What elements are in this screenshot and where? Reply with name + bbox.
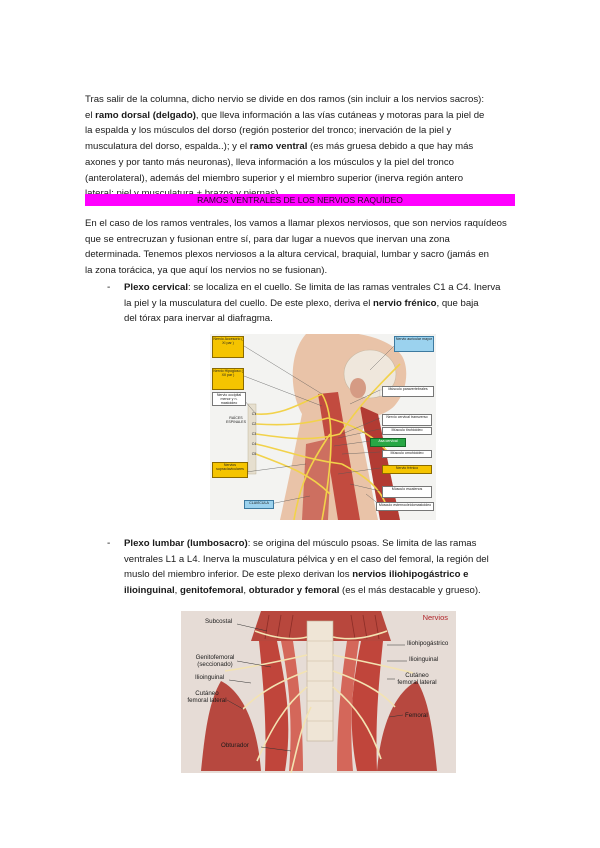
nervio-frenico-term: nervio frénico xyxy=(373,297,437,309)
cervical-title: Plexo cervical xyxy=(124,282,189,293)
label-c1: C1 xyxy=(251,412,257,416)
label-tirohioideo: Músculo tirohioideo xyxy=(382,427,432,435)
cervical-text: , que baja xyxy=(436,297,479,309)
lumbar-line-3 xyxy=(124,567,515,583)
label-cutaneo-femoral-left: Cutáneo femoral lateral xyxy=(187,690,227,704)
nervios-term: nervios iliohipogástrico e xyxy=(352,569,469,581)
intro-line-5: axones y por tanto más neuronas), lleva información a los músculos y la piel del tronco xyxy=(85,156,455,168)
lumbar-text: (es el más destacable y grueso). xyxy=(339,585,481,597)
label-genitofemoral: Genitofemoral (seccionado) xyxy=(195,654,235,668)
lumbar-line-1 xyxy=(124,536,515,552)
cervical-plexus-figure xyxy=(210,334,436,520)
intro-line-1: Tras salir de la columna, dicho nervio se divide en dos ramos (sin incluir a los nervios sacros): xyxy=(85,94,485,105)
cervical-line-3: del tórax para inervar al diafragma. xyxy=(124,313,273,325)
label-ilioinguinal-right: Ilioinguinal xyxy=(409,656,439,663)
label-nervio-hipogloso: Nervio Hipogloso ( XII par ) xyxy=(212,368,244,390)
label-iliohipogastrico: Iliohipogástrico xyxy=(407,640,449,647)
intro-line-4 xyxy=(85,139,515,155)
label-supraclaviculares: Nervios supraclaviculares xyxy=(212,462,248,478)
list-bullet: - xyxy=(107,538,111,549)
label-esternocleidomastoideo: Músculo esternocleidomastoideo xyxy=(376,502,434,511)
intro-paragraph xyxy=(85,92,515,202)
label-c5: C5 xyxy=(251,452,257,456)
nervios-header: Nervios xyxy=(422,613,448,622)
label-cervical-transverso: Nervio cervical transverso xyxy=(382,414,432,426)
intro-text: musculatura del dorso, espalda..); y el xyxy=(85,141,250,153)
label-clavicula: CLAVÍCULA xyxy=(244,500,274,509)
label-paravertebrales: Músculo paravertebrales xyxy=(382,386,434,397)
lumbar-line-2: ventrales L1 a L4. Inerva la musculatura pélvica y en el caso del femoral, la región del xyxy=(124,553,489,565)
cervical-text: : se localiza en el cuello. Se limita de las ramas ventrales C1 a C4. Inerva xyxy=(188,282,501,293)
ramo-dorsal-term: ramo dorsal (delgado) xyxy=(95,109,196,121)
label-obturador: Obturador xyxy=(221,742,249,749)
lumbar-plexus-figure xyxy=(181,611,456,773)
lumbar-line-4 xyxy=(124,583,515,599)
plexos-line-2: que se entrecruzan y fusionan entre sí, para dar lugar a nuevos que inervan una zona xyxy=(85,233,450,245)
intro-text: (es más gruesa debido a que hay más xyxy=(307,141,474,153)
intro-line-2 xyxy=(85,108,515,124)
label-asa-cervical: Asa cervical xyxy=(370,438,406,447)
plexos-line-1: En el caso de los ramos ventrales, los vamos a llamar plexos nerviosos, que son nervios raquídeos xyxy=(85,218,507,229)
plexos-line-4: la zona torácica, ya que aquí los nervios no se fusionan). xyxy=(85,265,328,277)
label-c4: C4 xyxy=(251,442,257,446)
obturador-femoral-term: obturador y femoral xyxy=(248,585,340,597)
label-ilioinguinal-left: Ilioinguinal xyxy=(195,674,225,681)
ramo-ventral-term: ramo ventral xyxy=(249,141,308,153)
cervical-item xyxy=(124,280,515,327)
list-bullet: - xyxy=(107,282,111,293)
intro-text: el xyxy=(85,109,96,121)
label-subcostal: Subcostal xyxy=(205,618,233,625)
label-nervio-occipital: Nervio occipital menor y n. mastoideo xyxy=(212,392,246,406)
plexos-paragraph xyxy=(85,216,515,279)
intro-text: , que lleva información a las vías cutáneas y motoras para la piel de xyxy=(195,109,485,121)
genitofemoral-term: genitofemoral xyxy=(179,585,244,597)
cervical-line-1 xyxy=(124,280,515,296)
lumbar-item xyxy=(124,536,515,599)
lumbar-text: , xyxy=(243,585,249,597)
lumbar-text: muslo del miembro inferior. De este plexo derivan los xyxy=(124,569,353,581)
lumbar-title: Plexo lumbar (lumbosacro) xyxy=(124,538,248,549)
lumbar-text: : se origina del músculo psoas. Se limita de las ramas xyxy=(247,538,477,549)
intro-line-6: (anterolateral), además del miembro superior y el miembro superior (inerva región antero xyxy=(85,172,464,184)
label-nervio-frenico: Nervio frénico xyxy=(382,465,432,474)
label-c2: C2 xyxy=(251,422,257,426)
cervical-text: la piel y la musculatura del cuello. De este plexo, deriva el xyxy=(124,297,374,309)
label-cutaneo-femoral-right: Cutáneo femoral lateral xyxy=(397,672,437,686)
label-escalenos: Músculo escalenos xyxy=(382,486,432,498)
plexos-line-3: determinada. Tenemos plexos nerviosos a la altura cervical, braquial, lumbar y sacro (jamás en xyxy=(85,249,490,261)
section-heading: RAMOS VENTRALES DE LOS NERVIOS RAQUÍDEO xyxy=(85,194,515,206)
label-c3: C3 xyxy=(251,432,257,436)
label-raices-espinales: RAÍCES ESPINALES xyxy=(226,416,246,425)
lumbar-text: , xyxy=(174,585,180,597)
label-nervio-accesorio: Nervio Accesorio ( XI par ) xyxy=(212,336,244,358)
label-femoral: Femoral xyxy=(405,712,428,719)
ilioinguinal-term: ilioinguinal xyxy=(124,585,175,597)
label-omohioideo: Músculo omohioideo xyxy=(382,450,432,458)
cervical-line-2 xyxy=(124,296,515,312)
intro-line-3: la espalda y los músculos del dorso (región posterior del tronco; inervación de la piel y xyxy=(85,125,452,137)
label-nervio-auricular: Nervio auricular mayor xyxy=(394,336,434,352)
